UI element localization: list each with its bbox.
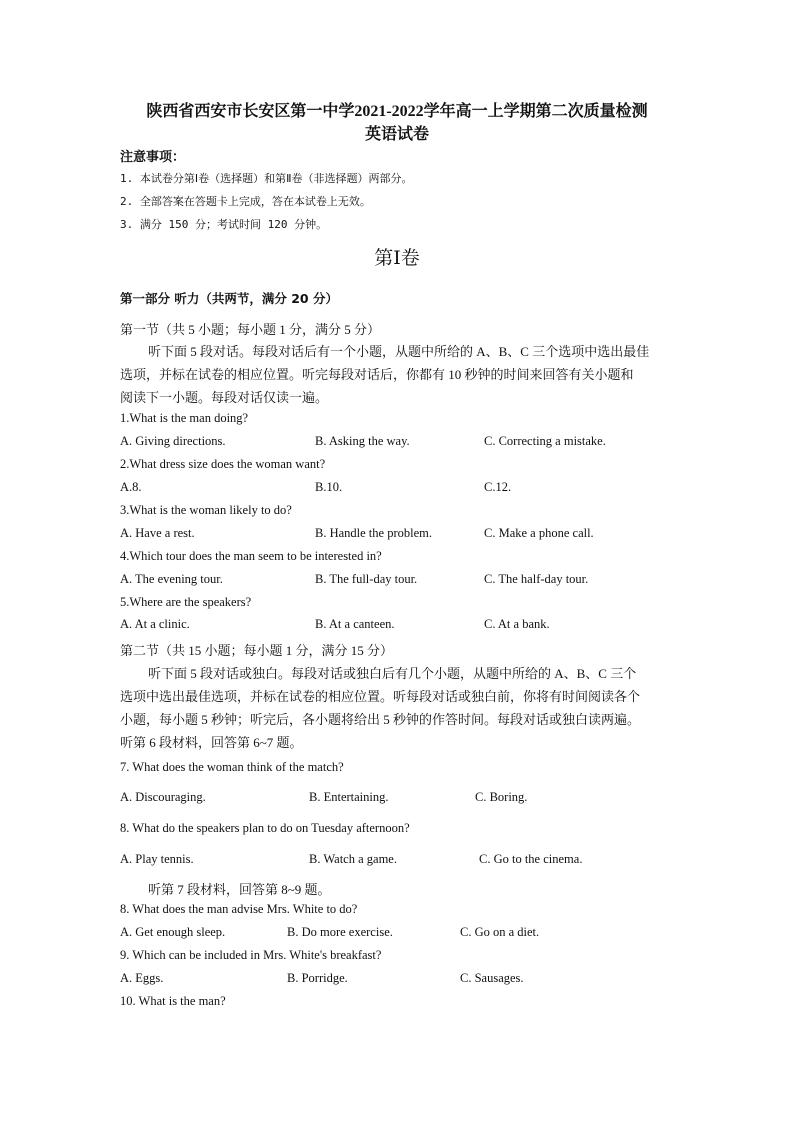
option-b: B. Porridge.: [287, 971, 348, 985]
option-c: C. Sausages.: [460, 971, 524, 985]
volume-title: 第Ⅰ卷: [374, 248, 420, 269]
notes-heading: 注意事项：: [120, 149, 186, 164]
option-b: B. The full-day tour.: [315, 572, 418, 586]
material-note: 听第 7 段材料，回答第 8~9 题。: [148, 882, 331, 897]
question-stem: 1.What is the man doing?: [120, 411, 249, 425]
section1-heading: 第一节（共 5 小题；每小题 1 分，满分 5 分）: [120, 322, 381, 337]
question-stem: 5.Where are the speakers?: [120, 595, 252, 609]
option-c: C. The half-day tour.: [484, 572, 589, 586]
section2-heading: 第二节（共 15 小题；每小题 1 分，满分 15 分）: [120, 643, 394, 658]
option-c: C. Go on a diet.: [460, 925, 540, 939]
option-b: B. Watch a game.: [309, 852, 397, 866]
option-a: A. Giving directions.: [120, 434, 226, 448]
question-stem: 9. Which can be included in Mrs. White's breakfast?: [120, 948, 382, 962]
option-c: C. At a bank.: [484, 617, 550, 631]
section2-instructions-line: 小题，每小题 5 秒钟；听完后，各小题将给出 5 秒钟的作答时间。每段对话或独白读两遍。: [120, 712, 641, 727]
question-stem: 2.What dress size does the woman want?: [120, 457, 326, 471]
section1-instructions-line: 选项，并标在试卷的相应位置。听完每段对话后，你都有 10 秒钟的时间来回答有关小题和: [120, 367, 634, 382]
option-b: B. Entertaining.: [309, 790, 389, 804]
option-a: A. Have a rest.: [120, 526, 195, 540]
option-a: A. At a clinic.: [120, 617, 190, 631]
section2-instructions-line: 听第 6 段材料，回答第 6~7 题。: [120, 735, 303, 750]
option-b: B.10.: [315, 480, 343, 494]
option-c: C.12.: [484, 480, 512, 494]
part1-heading: 第一部分 听力（共两节，满分 20 分）: [120, 291, 338, 306]
option-c: C. Go to the cinema.: [479, 852, 583, 866]
option-a: A. The evening tour.: [120, 572, 223, 586]
note-item: 2. 全部答案在答题卡上完成，答在本试卷上无效。: [120, 195, 371, 208]
option-a: A. Play tennis.: [120, 852, 194, 866]
option-a: A.8.: [120, 480, 142, 494]
option-a: A. Eggs.: [120, 971, 164, 985]
option-b: B. Asking the way.: [315, 434, 410, 448]
note-item: 1. 本试卷分第Ⅰ卷（选择题）和第Ⅱ卷（非选择题）两部分。: [120, 172, 413, 185]
question-stem: 3.What is the woman likely to do?: [120, 503, 292, 517]
option-b: B. Handle the problem.: [315, 526, 432, 540]
question-stem: 10. What is the man?: [120, 994, 226, 1008]
question-stem: 8. What do the speakers plan to do on Tuesday afternoon?: [120, 821, 410, 835]
note-item: 3. 满分 150 分；考试时间 120 分钟。: [120, 218, 328, 231]
section1-instructions-line: 听下面 5 段对话。每段对话后有一个小题，从题中所给的 A、B、C 三个选项中选出最佳: [148, 344, 650, 359]
option-a: A. Get enough sleep.: [120, 925, 226, 939]
option-a: A. Discouraging.: [120, 790, 206, 804]
option-b: B. At a canteen.: [315, 617, 395, 631]
question-stem: 8. What does the man advise Mrs. White to do?: [120, 902, 358, 916]
question-stem: 7. What does the woman think of the match?: [120, 760, 344, 774]
option-c: C. Make a phone call.: [484, 526, 594, 540]
option-c: C. Boring.: [475, 790, 528, 804]
section2-instructions-line: 听下面 5 段对话或独白。每段对话或独白后有几个小题，从题中所给的 A、B、C 三个: [148, 666, 637, 681]
option-c: C. Correcting a mistake.: [484, 434, 606, 448]
option-b: B. Do more exercise.: [287, 925, 393, 939]
section1-instructions-line: 阅读下一小题。每段对话仅读一遍。: [120, 390, 329, 405]
section2-instructions-line: 选项中选出最佳选项，并标在试卷的相应位置。听每段对话或独白前，你将有时间阅读各个: [120, 689, 641, 704]
exam-title: 陕西省西安市长安区第一中学2021-2022学年高一上学期第二次质量检测: [146, 103, 648, 120]
question-stem: 4.Which tour does the man seem to be interested in?: [120, 549, 382, 563]
exam-subtitle: 英语试卷: [364, 126, 429, 143]
